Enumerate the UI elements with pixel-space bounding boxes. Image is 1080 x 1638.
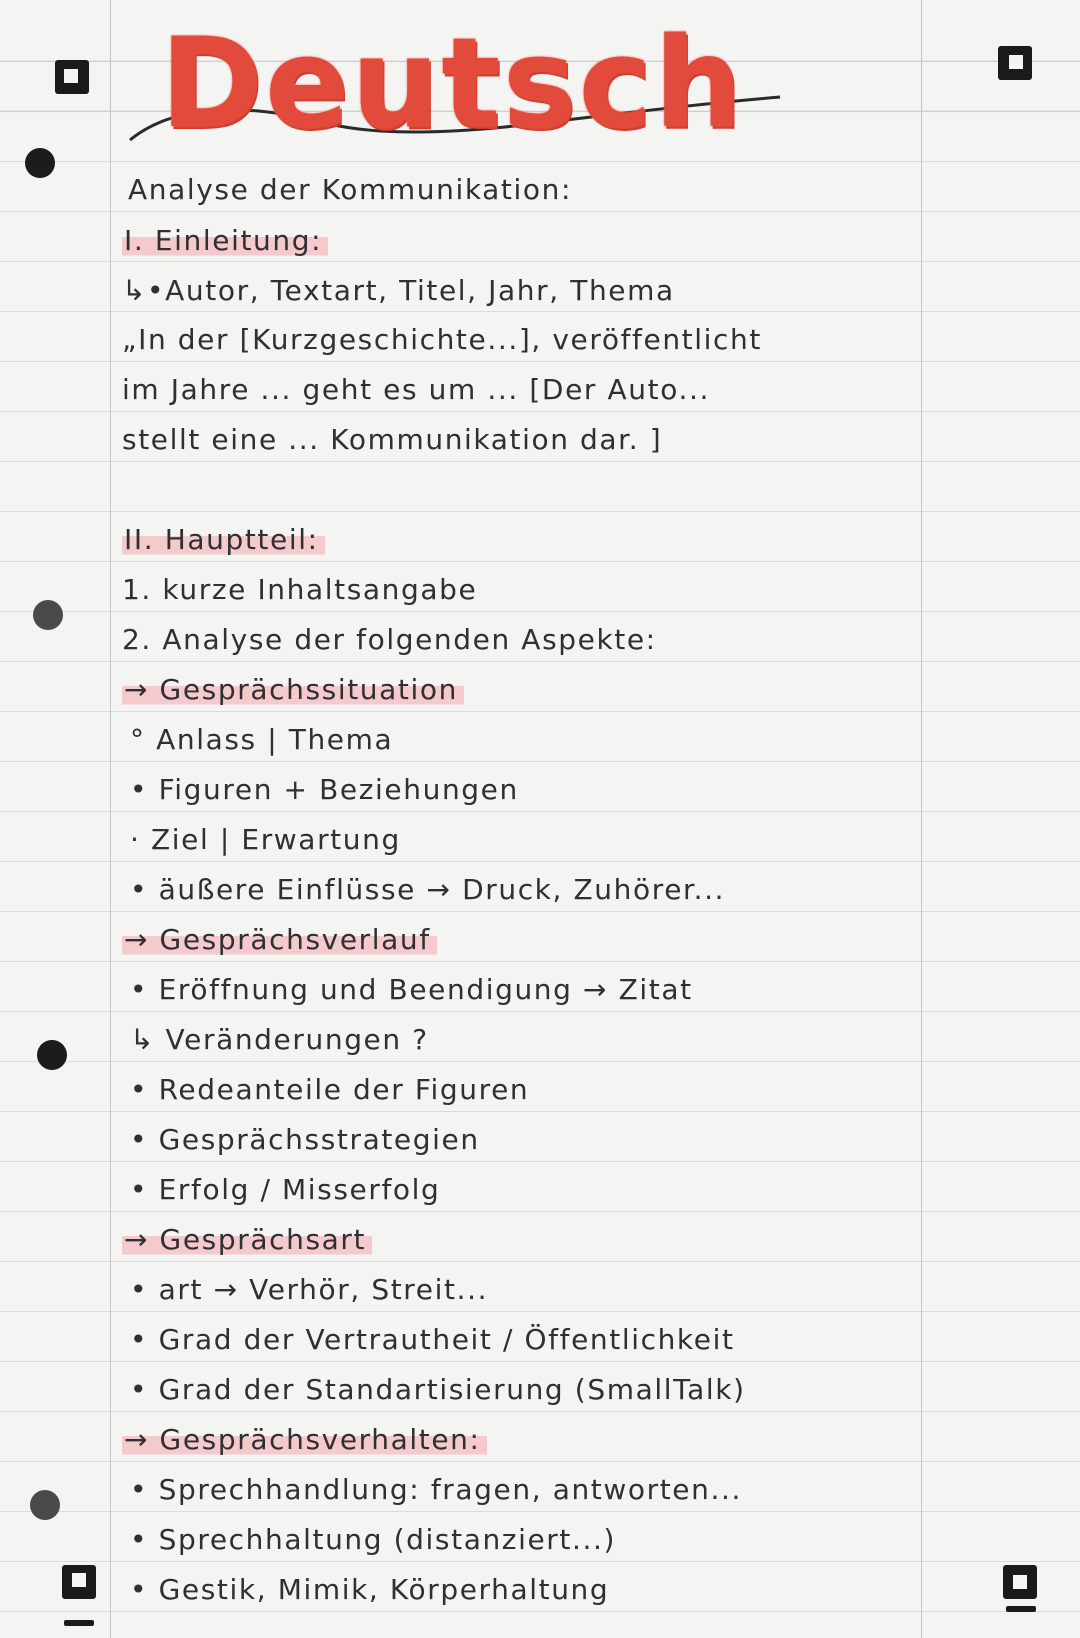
aspect-item: • Gesprächsstrategien	[130, 1123, 480, 1156]
aspect-item: • Sprechhandlung: fragen, antworten...	[130, 1473, 742, 1506]
highlighted-heading: II. Hauptteil:	[122, 523, 325, 556]
aspect-item: • Grad der Standartisierung (SmallTalk)	[130, 1373, 746, 1406]
corner-marker-icon	[55, 60, 89, 94]
hauptteil-line-1: 1. kurze Inhaltsangabe	[122, 573, 478, 606]
aspect-heading-art	[122, 1222, 372, 1258]
einleitung-line-2: „In der [Kurzgeschichte...], veröffentlicht	[122, 323, 762, 356]
aspect-heading-verlauf	[122, 922, 437, 958]
aspect-item: · Ziel | Erwartung	[130, 823, 401, 856]
highlighted-heading: → Gesprächsverlauf	[122, 923, 437, 956]
aspect-item: ↳ Veränderungen ?	[130, 1023, 429, 1056]
corner-marker-icon	[62, 1565, 96, 1599]
highlighted-heading: I. Einleitung:	[122, 224, 328, 257]
einleitung-line-4: stellt eine ... Kommunikation dar. ]	[122, 423, 663, 456]
hauptteil-line-2: 2. Analyse der folgenden Aspekte:	[122, 623, 657, 656]
punch-hole	[25, 148, 55, 178]
corner-marker-icon	[1003, 1565, 1037, 1599]
corner-marker-bar	[1006, 1606, 1036, 1612]
aspect-item: • äußere Einflüsse → Druck, Zuhörer...	[130, 873, 726, 906]
corner-marker-icon	[998, 46, 1032, 80]
aspect-item: • Grad der Vertrautheit / Öffentlichkeit	[130, 1323, 735, 1356]
aspect-item: • Eröffnung und Beendigung → Zitat	[130, 973, 693, 1006]
aspect-item: • Erfolg / Misserfolg	[130, 1173, 441, 1206]
section-heading-hauptteil	[122, 522, 325, 558]
aspect-heading-verhalten	[122, 1422, 487, 1458]
page-title: Deutsch	[160, 12, 745, 156]
einleitung-line-1: ↳•Autor, Textart, Titel, Jahr, Thema	[122, 274, 675, 307]
aspect-item: ° Anlass | Thema	[130, 723, 394, 756]
aspect-item: • Redeanteile der Figuren	[130, 1073, 530, 1106]
aspect-item: • Figuren + Beziehungen	[130, 773, 519, 806]
einleitung-line-3: im Jahre ... geht es um ... [Der Auto...	[122, 373, 710, 406]
subtitle: Analyse der Kommunikation:	[128, 173, 573, 206]
section-heading-einleitung	[122, 223, 328, 259]
highlighted-heading: → Gesprächsverhalten:	[122, 1423, 487, 1456]
aspect-item: • Sprechhaltung (distanziert...)	[130, 1523, 617, 1556]
highlighted-heading: → Gesprächssituation	[122, 673, 464, 706]
corner-marker-bar	[64, 1620, 94, 1626]
punch-hole	[37, 1040, 67, 1070]
highlighted-heading: → Gesprächsart	[122, 1223, 372, 1256]
left-margin-line	[110, 0, 111, 1638]
punch-hole	[30, 1490, 60, 1520]
aspect-item: • art → Verhör, Streit...	[130, 1273, 489, 1306]
punch-hole	[33, 600, 63, 630]
aspect-heading-situation	[122, 672, 464, 708]
aspect-item: • Gestik, Mimik, Körperhaltung	[130, 1573, 610, 1606]
right-margin-line	[921, 0, 922, 1638]
